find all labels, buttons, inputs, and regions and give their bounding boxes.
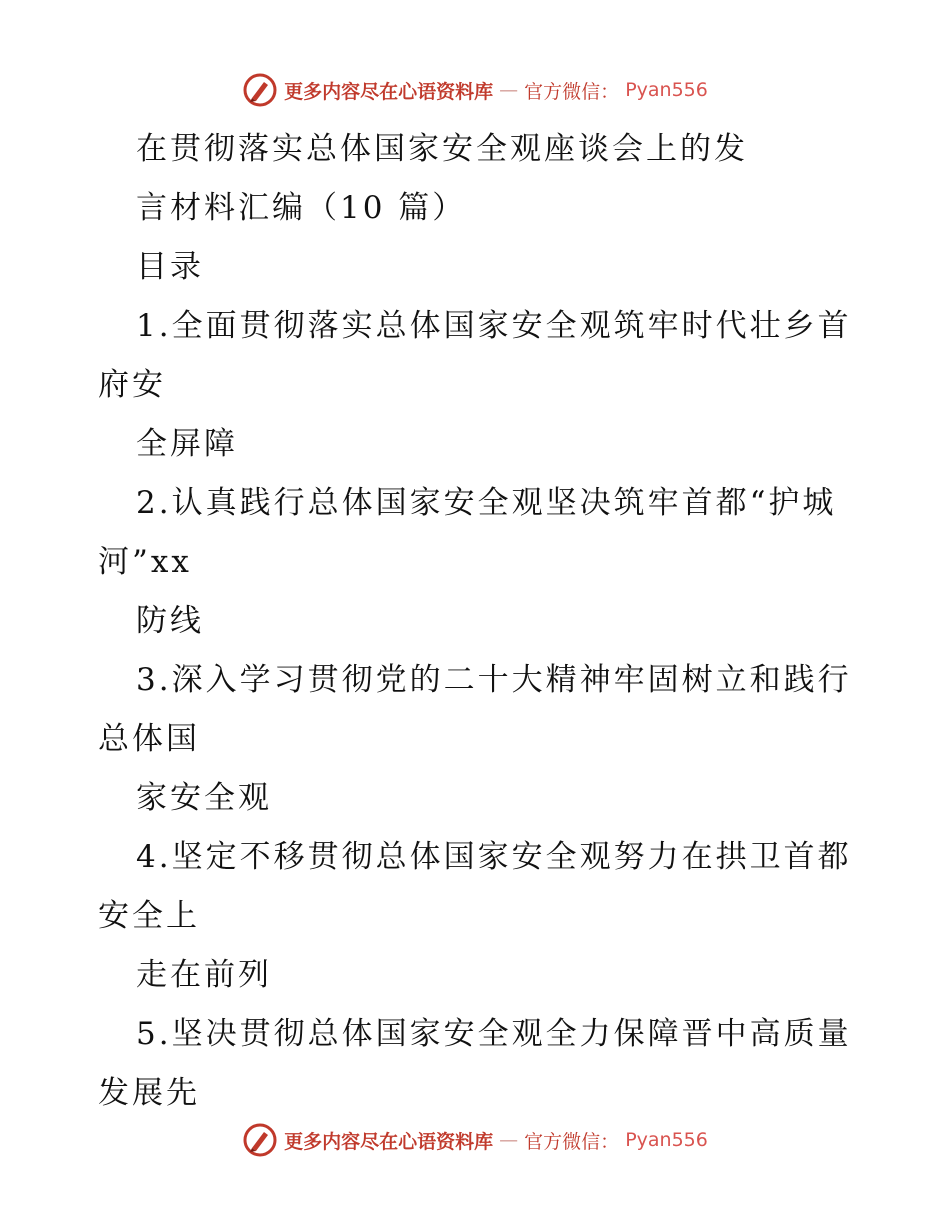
toc-item-3-line-3: 家安全观 bbox=[136, 780, 272, 816]
banner-wechat-id: Pyan556 bbox=[625, 1129, 708, 1151]
toc-item-4-line-1: 4.坚定不移贯彻总体国家安全观努力在拱卫首都 bbox=[136, 839, 852, 875]
document-body bbox=[98, 120, 858, 1123]
toc-item-5-line-2: 发展先 bbox=[98, 1075, 200, 1111]
toc-heading: 目录 bbox=[136, 249, 204, 285]
document-title-line-2: 言材料汇编（10 篇） bbox=[136, 190, 467, 226]
document-title-line-1: 在贯彻落实总体国家安全观座谈会上的发 bbox=[136, 131, 748, 167]
toc-item-5-line-1: 5.坚决贯彻总体国家安全观全力保障晋中高质量 bbox=[136, 1016, 852, 1052]
toc-item-2-line-1: 2.认真践行总体国家安全观坚决筑牢首都“护城 bbox=[136, 485, 837, 521]
toc-item-4-line-2: 安全上 bbox=[98, 898, 200, 934]
banner-main-text: 更多内容尽在心语资料库 bbox=[284, 80, 494, 103]
toc-item-3-line-2: 总体国 bbox=[98, 721, 200, 757]
header-banner bbox=[0, 70, 950, 110]
toc-item-4-line-3: 走在前列 bbox=[136, 957, 272, 993]
banner-wechat-id: Pyan556 bbox=[625, 79, 708, 101]
banner-official-label: 官方微信： bbox=[524, 80, 620, 103]
banner-main-text: 更多内容尽在心语资料库 bbox=[284, 1130, 494, 1153]
pen-circle-logo-icon bbox=[242, 72, 278, 108]
toc-item-2-line-2: 河”xx bbox=[98, 544, 192, 580]
pen-circle-logo-icon bbox=[242, 1122, 278, 1158]
toc-item-1-line-2: 府安 bbox=[98, 367, 166, 403]
banner-official-label: 官方微信： bbox=[524, 1130, 620, 1153]
toc-item-2-line-3: 防线 bbox=[136, 603, 204, 639]
banner-dash: — bbox=[499, 1129, 519, 1151]
toc-item-1-line-1: 1.全面贯彻落实总体国家安全观筑牢时代壮乡首 bbox=[136, 308, 852, 344]
toc-item-3-line-1: 3.深入学习贯彻党的二十大精神牢固树立和践行 bbox=[136, 662, 852, 698]
banner-dash: — bbox=[499, 79, 519, 101]
footer-banner bbox=[0, 1120, 950, 1160]
toc-item-1-line-3: 全屏障 bbox=[136, 426, 238, 462]
